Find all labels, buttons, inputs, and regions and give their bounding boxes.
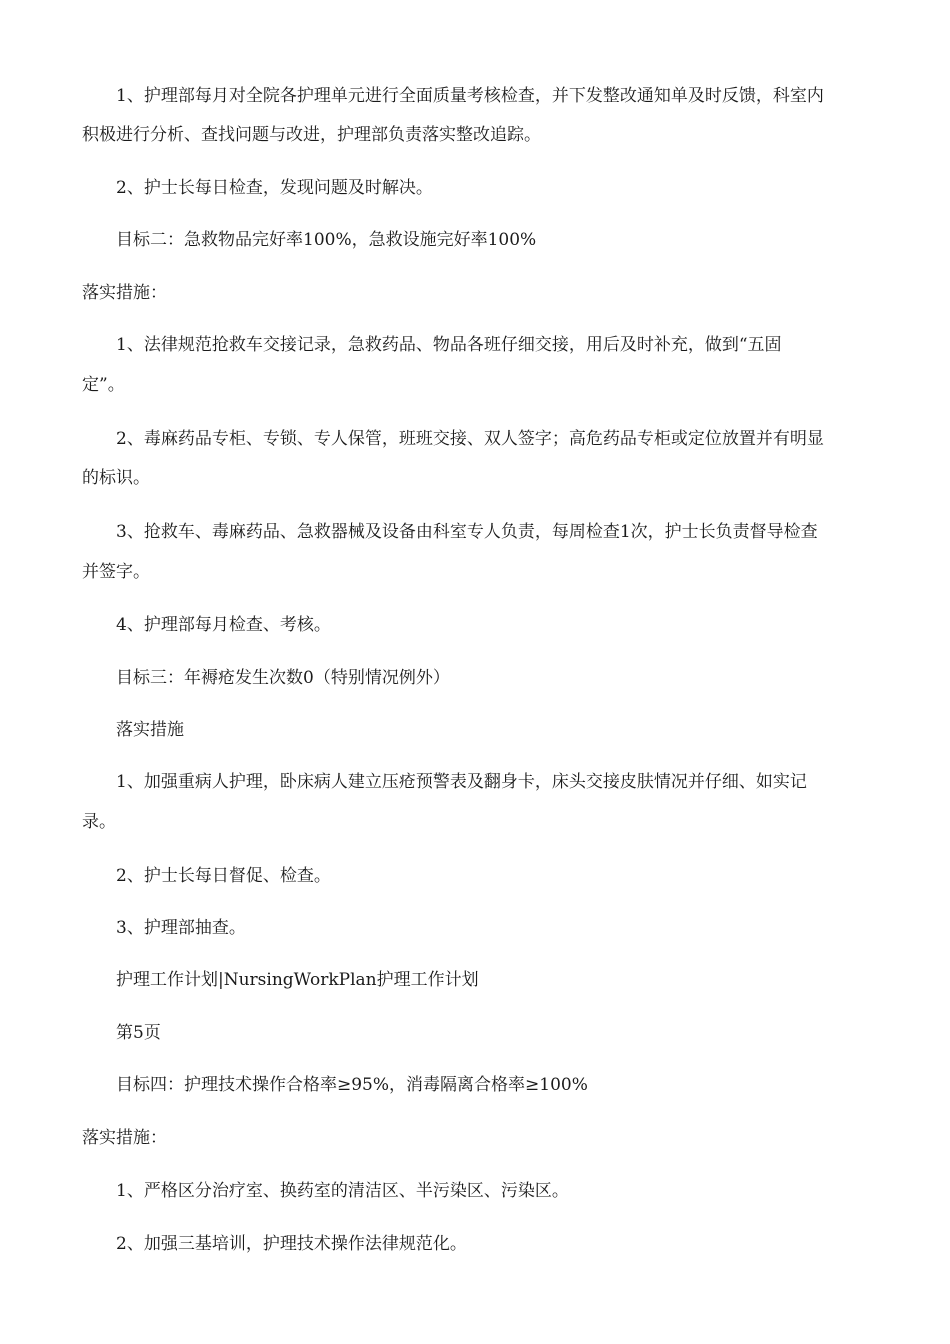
paragraph-line: 定”。	[82, 375, 125, 395]
measures-heading: 落实措施：	[82, 283, 167, 303]
paragraph-line: 2、毒麻药品专柜、专锁、专人保管，班班交接、双人签字；高危药品专柜或定位放置并有明显	[116, 429, 824, 449]
section-heading: 目标三：年褥疮发生次数0（特别情况例外）	[116, 668, 450, 688]
paragraph-line: 录。	[82, 812, 116, 832]
paragraph-line: 1、严格区分治疗室、换药室的清洁区、半污染区、污染区。	[116, 1181, 569, 1201]
section-heading: 目标四：护理技术操作合格率≥95%，消毒隔离合格率≥100%	[116, 1075, 588, 1095]
measures-heading: 落实措施：	[82, 1128, 167, 1148]
paragraph-line: 积极进行分析、查找问题与改进，护理部负责落实整改追踪。	[82, 125, 541, 145]
page-number: 第5页	[116, 1023, 161, 1043]
paragraph-line: 1、护理部每月对全院各护理单元进行全面质量考核检查，并下发整改通知单及时反馈，科室内	[116, 86, 824, 106]
running-header: 护理工作计划|NursingWorkPlan护理工作计划	[116, 970, 479, 990]
section-heading: 目标二：急救物品完好率100%，急救设施完好率100%	[116, 230, 537, 250]
paragraph-line: 3、护理部抽查。	[116, 918, 246, 938]
paragraph-line: 3、抢救车、毒麻药品、急救器械及设备由科室专人负责，每周检查1次，护士长负责督导检查	[116, 522, 818, 542]
paragraph-line: 2、加强三基培训，护理技术操作法律规范化。	[116, 1234, 467, 1254]
paragraph-line: 4、护理部每月检查、考核。	[116, 615, 331, 635]
paragraph-line: 并签字。	[82, 562, 150, 582]
paragraph-line: 2、护士长每日检查，发现问题及时解决。	[116, 178, 433, 198]
measures-heading: 落实措施	[116, 720, 184, 740]
paragraph-line: 1、加强重病人护理，卧床病人建立压疮预警表及翻身卡，床头交接皮肤情况并仔细、如实记	[116, 772, 807, 792]
paragraph-line: 1、法律规范抢救车交接记录，急救药品、物品各班仔细交接，用后及时补充，做到“五固	[116, 335, 782, 355]
paragraph-line: 2、护士长每日督促、检查。	[116, 866, 331, 886]
paragraph-line: 的标识。	[82, 468, 150, 488]
